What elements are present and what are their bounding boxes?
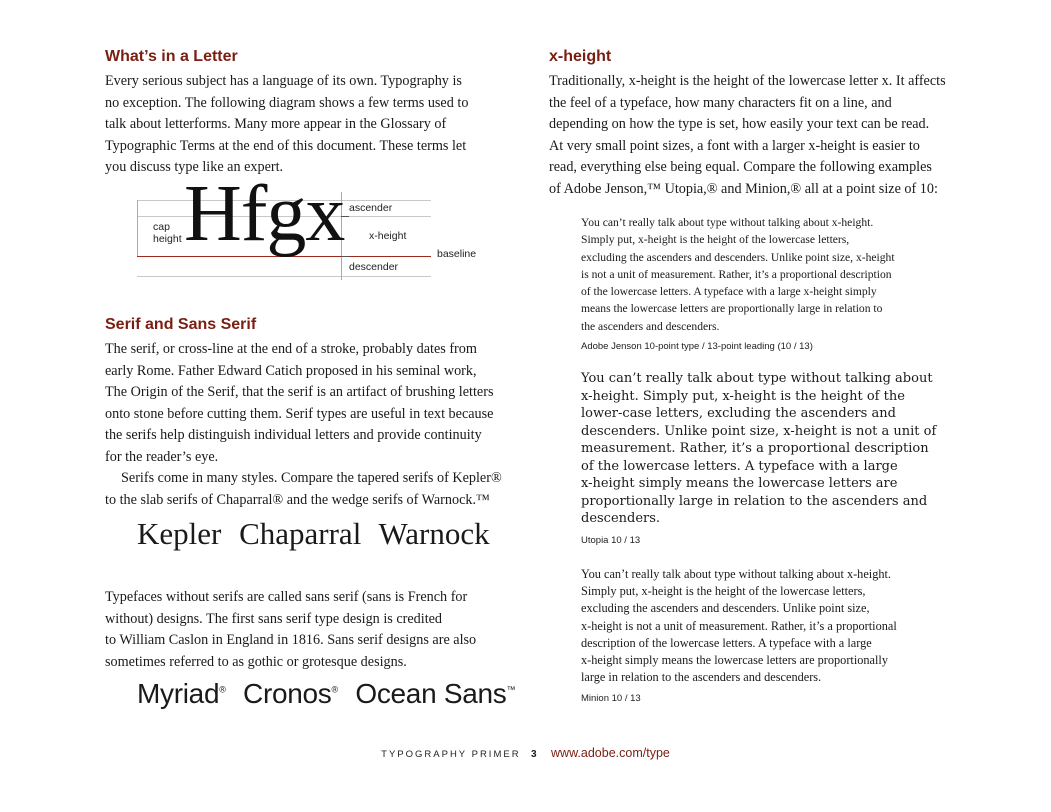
specimen-name: Ocean Sans <box>355 678 507 709</box>
text-line: read, everything else being equal. Compare the following examples <box>549 159 932 175</box>
sample-line: excluding the ascenders and descenders. Unlike point size, x-height <box>581 250 895 264</box>
text-line: sometimes referred to as gothic or grotesque designs. <box>105 653 407 670</box>
text-line: The Origin of the Serif, that the serif is an artifact of brushing letters <box>105 384 494 400</box>
sample-line: excluding the ascenders and descenders. Unlike point size, <box>581 601 870 616</box>
text-line: to the slab serifs of Chaparral® and the wedge serifs of Warnock.™ <box>105 491 490 508</box>
sample-line: x-height. Simply put, x-height is the height of the <box>581 388 905 404</box>
specimen-myriad <box>137 678 226 709</box>
text-line: of Adobe Jenson,™ Utopia,® and Minion,® all at a point size of 10: <box>549 180 938 197</box>
sample-line: You can’t really talk about type without talking about x-height. <box>581 567 891 581</box>
caption-utopia: Utopia 10 / 13 <box>581 535 641 546</box>
caption-minion: Minion 10 / 13 <box>581 693 641 704</box>
sample-line: proportionally large in relation to the ascenders and <box>581 493 928 509</box>
cap-height-label-line: cap <box>153 221 170 233</box>
footer-title: TYPOGRAPHY PRIMER <box>381 749 521 760</box>
baseline-label: baseline <box>437 248 477 260</box>
sample-line: x-height simply means the lowercase letters are <box>581 476 898 491</box>
specimen-ocean-sans <box>355 678 515 709</box>
sample-line: measurement. Rather, it’s a proportional description <box>581 441 929 456</box>
heading-x-height: x-height <box>549 48 612 65</box>
diagram-left-edge <box>137 200 138 256</box>
paragraph-x-height <box>549 71 946 200</box>
heading-serif-and-sans-serif: Serif and Sans Serif <box>105 316 257 333</box>
sample-utopia <box>581 370 936 528</box>
text-line: the feel of a typeface, how many characters fit on a line, and <box>549 94 892 111</box>
descender-line <box>137 276 431 277</box>
sample-line: large in relation to the ascenders and descenders. <box>581 670 822 685</box>
sample-line: Simply put, x-height is the height of the lowercase letters, <box>581 584 866 599</box>
descender-label: descender <box>349 261 399 273</box>
text-line: no exception. The following diagram shows a few terms used to <box>105 94 469 111</box>
text-line: At very small point sizes, a font with a larger x-height is easier to <box>549 137 920 154</box>
text-line: Every serious subject has a language of its own. Typography is <box>105 73 462 89</box>
sample-line: descenders. Unlike point size, x-height is not a unit of <box>581 423 937 439</box>
sample-line: of the lowercase letters. A typeface with a large x-height simply <box>581 285 877 299</box>
sample-line: You can’t really talk about type without talking about x-height. <box>581 216 874 229</box>
sample-line: x-height is not a unit of measurement. Rather, it’s a proportional <box>581 618 897 633</box>
sample-line: x-height simply means the lowercase letters are proportionally <box>581 653 888 668</box>
sample-line: Simply put, x-height is the height of the lowercase letters, <box>581 233 850 247</box>
cap-height-label <box>153 221 182 245</box>
text-line: The serif, or cross-line at the end of a stroke, probably dates from <box>105 341 477 357</box>
hfgx-sample-text: Hfgx <box>184 170 345 258</box>
text-line: the serifs help distinguish individual letters and provide continuity <box>105 427 482 443</box>
specimen-chaparral: Chaparral <box>239 516 362 551</box>
paragraph-serif <box>105 339 502 511</box>
sample-line: means the lowercase letters are proportionally large in relation to <box>581 302 883 316</box>
sample-line: You can’t really talk about type without talking about <box>581 371 933 386</box>
sample-line: is not a unit of measurement. Rather, it’s a proportional description <box>581 267 892 281</box>
sample-line: descenders. <box>581 511 661 526</box>
cap-height-label-line: height <box>153 233 182 245</box>
page-footer <box>0 744 1051 762</box>
caption-adobe-jenson: Adobe Jenson 10-point type / 13-point leading (10 / 13) <box>581 341 813 352</box>
specimen-cronos <box>243 678 338 709</box>
footer-url-link[interactable]: www.adobe.com/type <box>551 746 670 760</box>
heading-whats-in-a-letter: What’s in a Letter <box>105 48 238 65</box>
specimen-name: Cronos <box>243 678 332 709</box>
sample-line: the ascenders and descenders. <box>581 319 720 333</box>
paragraph-whats-in-a-letter <box>105 71 468 179</box>
text-line: Traditionally, x-height is the height of the lowercase letter x. It affects <box>549 73 946 89</box>
letter-anatomy-diagram <box>137 170 477 287</box>
text-line: Serifs come in many styles. Compare the tapered serifs of Kepler® <box>121 470 502 486</box>
specimen-warnock: Warnock <box>378 516 490 551</box>
sample-line: of the lowercase letters. A typeface with a large <box>581 458 898 474</box>
text-line: you discuss type like an expert. <box>105 159 284 175</box>
ascender-label: ascender <box>349 202 393 214</box>
specimen-name: Myriad <box>137 678 220 709</box>
text-line: depending on how the type is set, how easily your text can be read. <box>549 116 930 132</box>
text-line: to William Caslon in England in 1816. Sans serif designs are also <box>105 632 477 648</box>
x-height-label: x-height <box>369 230 407 242</box>
registered-mark: ® <box>219 684 226 695</box>
serif-specimens <box>137 516 500 552</box>
text-line: for the reader’s eye. <box>105 448 219 465</box>
text-line: without) designs. The first sans serif type design is credited <box>105 610 443 627</box>
text-line: talk about letterforms. Many more appear in the Glossary of <box>105 116 447 132</box>
text-line: Typefaces without serifs are called sans serif (sans is French for <box>105 589 468 605</box>
sample-minion <box>581 566 897 686</box>
text-line: Typographic Terms at the end of this document. These terms let <box>105 137 467 154</box>
sample-line: description of the lowercase letters. A typeface with a large <box>581 635 872 650</box>
text-line: onto stone before cutting them. Serif types are useful in text because <box>105 405 494 422</box>
sans-serif-specimens <box>137 678 525 710</box>
specimen-kepler: Kepler <box>137 516 222 551</box>
sample-line: lower-case letters, excluding the ascenders and <box>581 406 896 421</box>
page-number: 3 <box>531 749 537 760</box>
sample-adobe-jenson <box>581 214 895 335</box>
registered-mark: ® <box>331 684 338 695</box>
paragraph-sans-serif <box>105 587 476 673</box>
text-line: early Rome. Father Edward Catich proposed in his seminal work, <box>105 362 477 379</box>
trademark-mark: ™ <box>506 684 516 695</box>
